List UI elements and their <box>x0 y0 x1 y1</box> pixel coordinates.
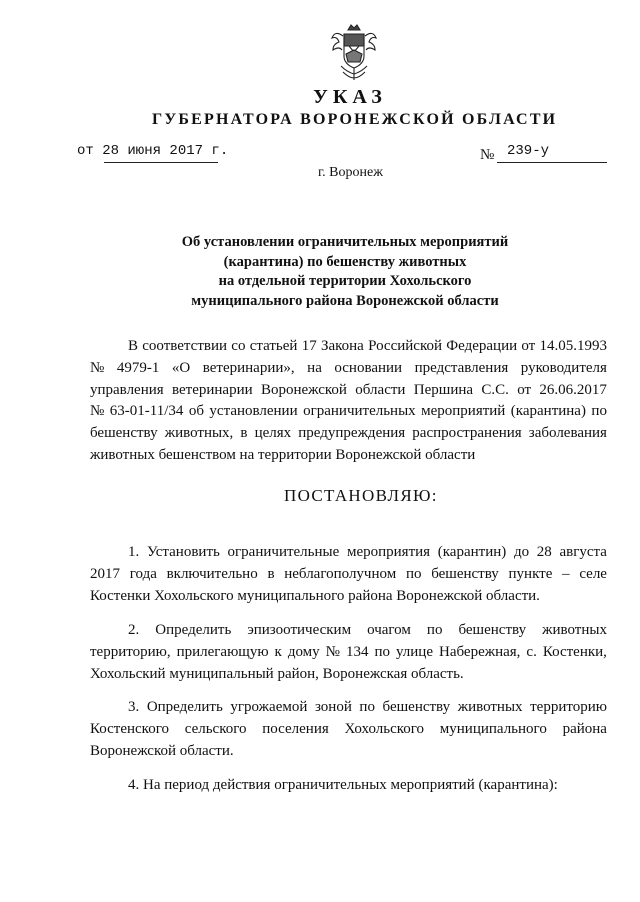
text-word: 17 <box>301 338 317 354</box>
text-word: Установить <box>146 544 220 560</box>
item-2-paragraph <box>90 620 607 685</box>
text-word: Определить <box>146 699 223 715</box>
text-word: неблагополучном <box>284 565 397 582</box>
text-line <box>90 741 607 763</box>
text-word: 28 <box>536 544 552 560</box>
text-word: включительно <box>166 565 258 582</box>
text-line <box>90 642 607 664</box>
text-word: по <box>591 403 607 420</box>
item-1-paragraph <box>90 542 607 607</box>
text-word: животных <box>542 622 607 638</box>
text-word: статьей <box>249 338 298 354</box>
text-word: прилегающую <box>176 643 269 660</box>
document-type-title: УКАЗ <box>313 86 387 108</box>
text-word: установлении <box>209 403 298 420</box>
text-word: территорию, <box>90 643 171 660</box>
text-word: с. <box>526 643 537 660</box>
text-word: представления <box>414 359 509 376</box>
text-word: селе <box>579 565 607 582</box>
text-word: (карантин) <box>437 544 507 560</box>
text-word: дому <box>287 643 320 660</box>
issue-city: г. Воронеж <box>318 165 383 180</box>
text-line <box>90 358 607 380</box>
text-word: руководителя <box>520 359 607 376</box>
text-line <box>90 336 607 358</box>
item-4-paragraph: 4. На период действия ограничительных мероприятий (карантина): <box>128 777 558 793</box>
issuer-title: ГУБЕРНАТОРА ВОРОНЕЖСКОЙ ОБЛАСТИ <box>152 111 558 128</box>
text-line <box>90 564 607 586</box>
text-word: ограничительных <box>303 403 416 420</box>
text-word: 3. <box>128 699 140 715</box>
text-word: Набережная, <box>438 643 521 660</box>
text-word: 4979-1 <box>116 359 160 376</box>
decree-number-label: № <box>480 147 495 163</box>
coat-of-arms-icon <box>329 22 379 82</box>
decree-heading <box>100 233 590 311</box>
heading-line: Об установлении ограничительных мероприятий <box>181 234 509 250</box>
text-word: Определить <box>155 622 232 638</box>
number-underline <box>497 162 607 163</box>
text-word: области <box>355 381 406 398</box>
text-line <box>90 664 607 686</box>
text-word: 2. <box>128 622 140 638</box>
text-word: управления <box>90 381 164 398</box>
text-word: № <box>90 359 105 376</box>
text-word: «О <box>171 359 191 376</box>
text-word: – <box>562 565 570 582</box>
text-word: по <box>405 565 422 582</box>
text-word: в <box>267 565 275 582</box>
text-word: до <box>513 544 530 560</box>
text-word: ветеринарии <box>172 381 253 398</box>
text-word: 1. <box>128 544 140 560</box>
text-line <box>90 620 607 642</box>
text-word: Костенки, <box>542 643 607 660</box>
preamble-paragraph <box>90 336 607 467</box>
text-word: № <box>325 643 340 660</box>
text-line <box>90 542 607 564</box>
text-word: очагом <box>367 622 411 638</box>
text-word: от <box>517 381 532 398</box>
heading-line: (карантина) по бешенству животных <box>223 253 467 270</box>
decree-number: 239-у <box>507 143 550 159</box>
text-word: по <box>426 622 443 638</box>
date-underline <box>104 162 218 163</box>
item-3-paragraph <box>90 697 607 762</box>
heading-line: муниципального района Воронежской области <box>191 292 499 309</box>
text-word: Воронежской <box>260 381 347 398</box>
text-word: основании <box>334 359 403 376</box>
text-word: № <box>90 403 105 420</box>
text-word: мероприятия <box>346 544 431 560</box>
decree-date: от 28 июня 2017 г. <box>77 143 229 159</box>
text-word: муниципального <box>439 720 547 737</box>
text-word: заболевания <box>528 425 607 442</box>
text-word: Костенского <box>90 720 169 737</box>
text-word: Хохольский муниципальный район, Воронежская область. <box>90 665 464 682</box>
text-word: 134 <box>345 643 369 660</box>
text-word: 2017 <box>90 565 120 582</box>
text-word: бешенству <box>90 425 158 442</box>
text-word: С.С. <box>481 381 509 398</box>
text-word: 14.05.1993 <box>539 338 607 354</box>
text-line <box>90 423 607 445</box>
text-word: по <box>359 699 375 715</box>
text-word: В <box>128 338 139 354</box>
text-word: в <box>240 425 248 442</box>
text-word: предупреждения <box>298 425 406 442</box>
text-word: зоной <box>314 699 352 715</box>
heading-line: на отдельной территории Хохольского <box>218 273 472 289</box>
text-word: со <box>231 338 246 354</box>
text-word: района <box>562 720 607 737</box>
text-word: августа <box>559 544 607 560</box>
text-word: бешенству <box>458 622 527 638</box>
text-word: целях <box>254 425 292 442</box>
resolve-word: ПОСТАНОВЛЯЮ: <box>284 486 438 505</box>
text-word: сельского <box>184 720 247 737</box>
text-line <box>90 401 607 423</box>
text-word: пункте <box>508 565 553 582</box>
text-line <box>90 719 607 741</box>
text-word: года <box>129 565 157 582</box>
text-word: соответствии <box>142 338 228 354</box>
text-line <box>90 586 607 608</box>
text-word: от <box>521 338 536 354</box>
text-word: Хохольского <box>344 720 425 737</box>
text-word: ограничительные <box>227 544 340 560</box>
text-word: животных, <box>164 425 234 442</box>
text-line <box>90 445 607 467</box>
text-word: Костенки Хохольского муниципального района Воронежской области. <box>90 587 540 604</box>
text-word: по <box>374 643 390 660</box>
text-word: к <box>274 643 282 660</box>
text-word: эпизоотическим <box>247 622 352 638</box>
text-line <box>90 697 607 719</box>
text-word: Воронежской области. <box>90 742 234 759</box>
text-word: животных бешенством на территории Воронежской области <box>90 446 476 463</box>
text-word: (карантина) <box>510 403 586 420</box>
text-word: мероприятий <box>421 403 506 420</box>
text-word: Российской <box>368 338 443 354</box>
text-word: Федерации <box>446 338 518 354</box>
text-word: об <box>188 403 204 420</box>
text-word: Першина <box>413 381 474 398</box>
text-line <box>90 380 607 402</box>
text-word: на <box>307 359 322 376</box>
text-word: распространения <box>412 425 522 442</box>
text-word: 63-01-11/34 <box>109 403 184 420</box>
text-word: бешенству <box>382 699 451 715</box>
text-word: угрожаемой <box>230 699 308 715</box>
text-word: территорию <box>530 699 607 715</box>
text-word: Закона <box>320 338 364 354</box>
text-word: бешенству <box>431 565 499 582</box>
text-word: животных <box>457 699 523 715</box>
text-word: 26.06.2017 <box>539 381 607 398</box>
text-word: ветеринарии», <box>202 359 295 376</box>
text-word: поселения <box>262 720 329 737</box>
text-word: улице <box>395 643 433 660</box>
